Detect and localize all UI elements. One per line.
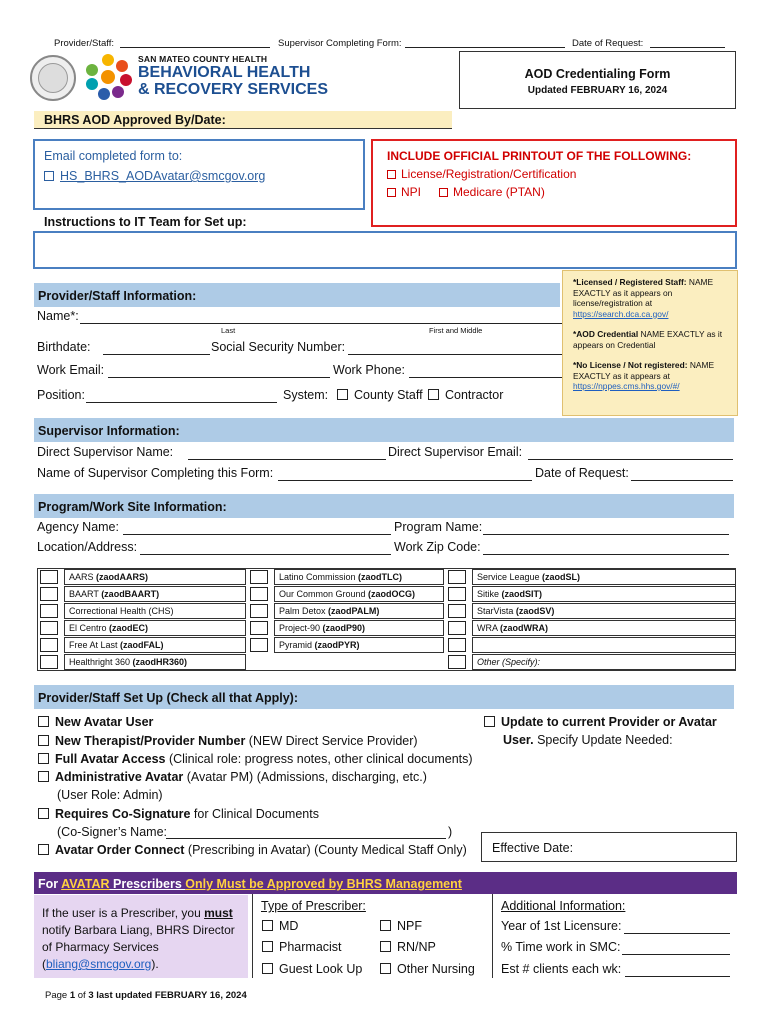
divider: [492, 894, 493, 978]
name-label: Name*:: [37, 309, 79, 323]
county-seal-icon: [30, 55, 76, 101]
rnnp-label: RN/NP: [397, 940, 436, 954]
program-option: [472, 603, 736, 619]
type-title: Type of Prescriber:: [261, 899, 366, 913]
full-avatar-desc: (Clinical role: progress notes, other clinical documents): [165, 752, 473, 766]
program-option-name: Project-90: [279, 623, 323, 633]
provider-staff-field[interactable]: [120, 47, 270, 48]
program-option-code: (zaodWRA): [500, 623, 549, 633]
note3-text: NAME EXACTLY as it appears at: [573, 360, 715, 381]
program-option-code: (zaodOCG): [368, 589, 416, 599]
program-option-code: (zaodBAART): [101, 589, 160, 599]
program-option-code: (zaodFAL): [120, 640, 164, 650]
update-desc: Specify Update Needed:: [533, 733, 673, 747]
program-option-name: StarVista: [477, 606, 516, 616]
note-open: (: [42, 957, 46, 971]
license-checkbox[interactable]: [387, 170, 396, 179]
note-close: ).: [151, 957, 159, 971]
birthdate-field[interactable]: [103, 354, 210, 355]
order-connect-label: Avatar Order Connect: [55, 843, 185, 857]
program-option-name: Free At Last: [69, 640, 121, 650]
note-email-link[interactable]: bliang@smcgov.org: [46, 957, 152, 971]
cosigner-label: (Co-Signer’s Name:: [57, 825, 167, 839]
program-option-name: WRA: [477, 623, 501, 633]
note1-link[interactable]: https://search.dca.ca.gov/: [573, 308, 669, 319]
footer-of: of: [75, 990, 89, 1001]
footer-page: 1: [69, 990, 76, 1001]
prescriber-bar: [34, 872, 737, 894]
program-checkbox[interactable]: [250, 621, 268, 635]
contractor-checkbox[interactable]: [428, 389, 439, 400]
program-option-name: Sitike: [477, 589, 502, 599]
guest-label: Guest Look Up: [279, 962, 363, 976]
contractor-label: Contractor: [445, 388, 504, 402]
admin-avatar-label: Administrative Avatar: [55, 770, 184, 784]
position-field[interactable]: [86, 402, 277, 403]
program-checkbox[interactable]: [250, 587, 268, 601]
full-avatar-label: Full Avatar Access: [55, 752, 166, 766]
program-checkbox[interactable]: [40, 570, 58, 584]
update-checkbox[interactable]: [484, 716, 495, 727]
time-field[interactable]: [622, 954, 730, 955]
medicare-checkbox[interactable]: [439, 188, 448, 197]
program-checkbox[interactable]: [250, 638, 268, 652]
program-option-name: Healthright 360: [69, 657, 133, 667]
direct-supervisor-email-label: Direct Supervisor Email:: [388, 445, 523, 459]
program-option-name: Service League: [477, 572, 543, 582]
zip-label: Work Zip Code:: [394, 540, 481, 554]
email-checkbox[interactable]: [44, 171, 54, 181]
program-option-code: (zaodSL): [542, 572, 581, 582]
note1-text: NAME EXACTLY as it appears on license/registration at: [573, 277, 714, 308]
program-option-name: BAART: [69, 589, 102, 599]
prescriber-bar-avatar: AVATAR: [61, 877, 110, 891]
form-title-box: [459, 51, 736, 109]
program-checkbox[interactable]: [40, 638, 58, 652]
pharmacist-label: Pharmacist: [279, 940, 342, 954]
supervisor-form-label: Supervisor Completing Form:: [278, 38, 402, 49]
program-option-code: (zaodSIT): [501, 589, 543, 599]
work-email-label: Work Email:: [37, 363, 105, 377]
footer-pre: Page: [45, 990, 70, 1001]
email-box: [33, 139, 365, 210]
cosigner-field[interactable]: [166, 838, 446, 839]
location-label: Location/Address:: [37, 540, 138, 554]
supervisor-date-label: Date of Request:: [535, 466, 629, 480]
program-option: [472, 569, 736, 585]
update-label-1: Update to current Provider or Avatar: [501, 715, 717, 729]
completing-supervisor-label: Name of Supervisor Completing this Form:: [37, 466, 274, 480]
full-avatar-checkbox[interactable]: [38, 753, 49, 764]
program-option: [64, 603, 246, 619]
prescriber-bar-pre: For: [38, 877, 62, 891]
setup-bar: Provider/Staff Set Up (Check all that Apply):: [34, 685, 734, 709]
note3-link[interactable]: https://nppes.cms.hhs.gov/#/: [573, 381, 680, 391]
other-nursing-checkbox[interactable]: [380, 963, 391, 974]
program-checkbox[interactable]: [448, 604, 466, 618]
direct-supervisor-name-label: Direct Supervisor Name:: [37, 445, 174, 459]
form-updated: Updated FEBRUARY 16, 2024: [527, 85, 668, 96]
note3-bold: *No License / Not registered:: [573, 360, 688, 370]
program-checkbox[interactable]: [40, 621, 58, 635]
new-avatar-label: New Avatar User: [55, 715, 154, 729]
program-option: [472, 586, 736, 602]
program-option-code: (zaodHR360): [132, 657, 188, 667]
md-label: MD: [279, 919, 299, 933]
footer: [45, 990, 247, 1001]
new-therapist-desc: (NEW Direct Service Provider): [245, 734, 418, 748]
clients-field[interactable]: [625, 976, 730, 977]
program-option: [64, 654, 246, 670]
program-option-code: (zaodTLC): [358, 572, 403, 582]
printout-box: [371, 139, 737, 227]
bhrs-logo-icon: [82, 50, 134, 102]
program-option: [64, 586, 246, 602]
program-option: [472, 637, 736, 653]
program-checkbox[interactable]: [40, 604, 58, 618]
npi-label: NPI: [401, 185, 422, 199]
prescriber-bar-mid: Prescribers: [109, 877, 186, 891]
last-caption: Last: [221, 326, 236, 335]
cosig-label: Requires Co-Signature: [55, 807, 191, 821]
program-option-name: Pyramid: [279, 640, 315, 650]
program-option-code: (zaodAARS): [96, 572, 149, 582]
supervisor-form-field[interactable]: [405, 47, 565, 48]
program-checkbox[interactable]: [448, 587, 466, 601]
program-checkbox[interactable]: [250, 570, 268, 584]
logo-county: SAN MATEO COUNTY HEALTH: [138, 54, 268, 64]
prescriber-note: [34, 895, 248, 978]
agency-label: Agency Name:: [37, 520, 119, 534]
effective-date-label: Effective Date:: [492, 841, 574, 855]
note-line2: notify Barbara Liang, BHRS Director: [42, 923, 235, 937]
effective-date-box[interactable]: [481, 832, 737, 862]
notes-box: [562, 270, 738, 416]
prescriber-bar-only: Only Must be Approved by BHRS Management: [185, 877, 462, 891]
approved-label: BHRS AOD Approved By/Date:: [44, 113, 226, 127]
medicare-label: Medicare (PTAN): [453, 185, 545, 199]
program-option: [274, 586, 444, 602]
program-option: [64, 569, 246, 585]
guest-checkbox[interactable]: [262, 963, 273, 974]
note2-bold: *AOD Credential: [573, 329, 639, 339]
system-label: System:: [283, 388, 329, 402]
note-must: must: [204, 906, 233, 920]
completing-supervisor-field[interactable]: [278, 480, 532, 481]
provider-staff-label: Provider/Staff:: [54, 38, 115, 49]
form-title: AOD Credentialing Form: [524, 67, 671, 81]
it-label: Instructions to IT Team for Set up:: [44, 215, 247, 229]
program-option-name: Other (Specify):: [477, 657, 541, 667]
logo-line2: & RECOVERY SERVICES: [138, 81, 328, 98]
clients-label: Est # clients each wk:: [501, 962, 622, 976]
program-option: [64, 620, 246, 636]
program-option-name: Our Common Ground: [279, 589, 369, 599]
npf-label: NPF: [397, 919, 422, 933]
program-option-name: Latino Commission: [279, 572, 359, 582]
supervisor-date-field[interactable]: [631, 480, 733, 481]
first-middle-caption: First and Middle: [429, 326, 483, 335]
approved-bar[interactable]: [34, 111, 452, 129]
note-line1: If the user is a Prescriber, you: [42, 906, 205, 920]
provider-info-bar: Provider/Staff Information:: [34, 283, 560, 307]
work-email-field[interactable]: [108, 377, 330, 378]
program-option: [274, 637, 444, 653]
new-therapist-label: New Therapist/Provider Number: [55, 734, 246, 748]
email-address-link[interactable]: HS_BHRS_AODAvatar@smcgov.org: [60, 169, 266, 183]
program-option-code: (zaodPYR): [314, 640, 360, 650]
order-connect-checkbox[interactable]: [38, 844, 49, 855]
program-option: [274, 569, 444, 585]
admin-avatar-checkbox[interactable]: [38, 771, 49, 782]
year-field[interactable]: [624, 933, 730, 934]
direct-supervisor-email-field[interactable]: [528, 459, 733, 460]
date-request-label: Date of Request:: [572, 38, 644, 49]
direct-supervisor-name-field[interactable]: [188, 459, 386, 460]
program-option-code: (zaodEC): [109, 623, 149, 633]
footer-post: last updated FEBRUARY 16, 2024: [93, 990, 247, 1001]
year-label: Year of 1st Licensure:: [501, 919, 622, 933]
footer-total: 3: [88, 990, 94, 1001]
county-staff-label: County Staff: [354, 388, 423, 402]
program-info-bar: Program/Work Site Information:: [34, 494, 734, 518]
npi-checkbox[interactable]: [387, 188, 396, 197]
program-option-code: (zaodP90): [322, 623, 366, 633]
divider: [252, 894, 253, 978]
date-request-field[interactable]: [650, 47, 725, 48]
program-option-code: (zaodSV): [515, 606, 555, 616]
note-line3: of Pharmacy Services: [42, 940, 159, 954]
program-option-name: Correctional Health (CHS): [69, 606, 174, 616]
program-checkbox[interactable]: [448, 570, 466, 584]
printout-title: INCLUDE OFFICIAL PRINTOUT OF THE FOLLOWING:: [387, 149, 692, 163]
pharmacist-checkbox[interactable]: [262, 941, 273, 952]
order-connect-desc: (Prescribing in Avatar) (County Medical Staff Only): [184, 843, 467, 857]
birthdate-label: Birthdate:: [37, 340, 91, 354]
supervisor-info-bar: Supervisor Information:: [34, 418, 734, 442]
license-label: License/Registration/Certification: [401, 167, 577, 181]
program-name-field[interactable]: [483, 534, 729, 535]
work-phone-label: Work Phone:: [333, 363, 406, 377]
note2-text: NAME EXACTLY as it appears on Credential: [573, 329, 723, 350]
program-option: [64, 637, 246, 653]
program-checkbox[interactable]: [250, 604, 268, 618]
work-phone-field[interactable]: [409, 377, 562, 378]
program-checkbox[interactable]: [448, 655, 466, 669]
position-label: Position:: [37, 388, 85, 402]
email-label: Email completed form to:: [44, 149, 183, 163]
other-nursing-label: Other Nursing: [397, 962, 475, 976]
location-field[interactable]: [140, 554, 391, 555]
cosig-desc: for Clinical Documents: [190, 807, 319, 821]
program-option-code: (zaodPALM): [328, 606, 380, 616]
md-checkbox[interactable]: [262, 920, 273, 931]
program-option: [274, 603, 444, 619]
logo-line1: BEHAVIORAL HEALTH: [138, 64, 311, 81]
ssn-label: Social Security Number:: [211, 340, 346, 354]
npf-checkbox[interactable]: [380, 920, 391, 931]
program-checkbox[interactable]: [40, 655, 58, 669]
program-option-name: AARS: [69, 572, 97, 582]
it-instructions-input[interactable]: [33, 231, 737, 269]
program-checkbox[interactable]: [448, 621, 466, 635]
time-label: % Time work in SMC:: [501, 940, 621, 954]
program-option-name: El Centro: [69, 623, 110, 633]
program-option: [472, 654, 736, 670]
ssn-field[interactable]: [348, 354, 562, 355]
program-name-label: Program Name:: [394, 520, 483, 534]
cosigner-end: ): [448, 825, 453, 839]
agency-field[interactable]: [123, 534, 391, 535]
zip-field[interactable]: [483, 554, 729, 555]
admin-avatar-desc: (Avatar PM) (Admissions, discharging, etc.): [183, 770, 427, 784]
cosig-checkbox[interactable]: [38, 808, 49, 819]
program-option-name: Palm Detox: [279, 606, 329, 616]
update-label-2: User.: [503, 733, 534, 747]
additional-title: Additional Information:: [501, 899, 626, 913]
county-staff-checkbox[interactable]: [337, 389, 348, 400]
program-option: [274, 620, 444, 636]
rnnp-checkbox[interactable]: [380, 941, 391, 952]
name-field[interactable]: [80, 323, 562, 324]
program-checkbox[interactable]: [448, 638, 466, 652]
program-checkbox[interactable]: [40, 587, 58, 601]
new-avatar-checkbox[interactable]: [38, 716, 49, 727]
note1-bold: *Licensed / Registered Staff:: [573, 277, 687, 287]
program-option: [472, 620, 736, 636]
admin-role: (User Role: Admin): [57, 788, 163, 802]
new-therapist-checkbox[interactable]: [38, 735, 49, 746]
